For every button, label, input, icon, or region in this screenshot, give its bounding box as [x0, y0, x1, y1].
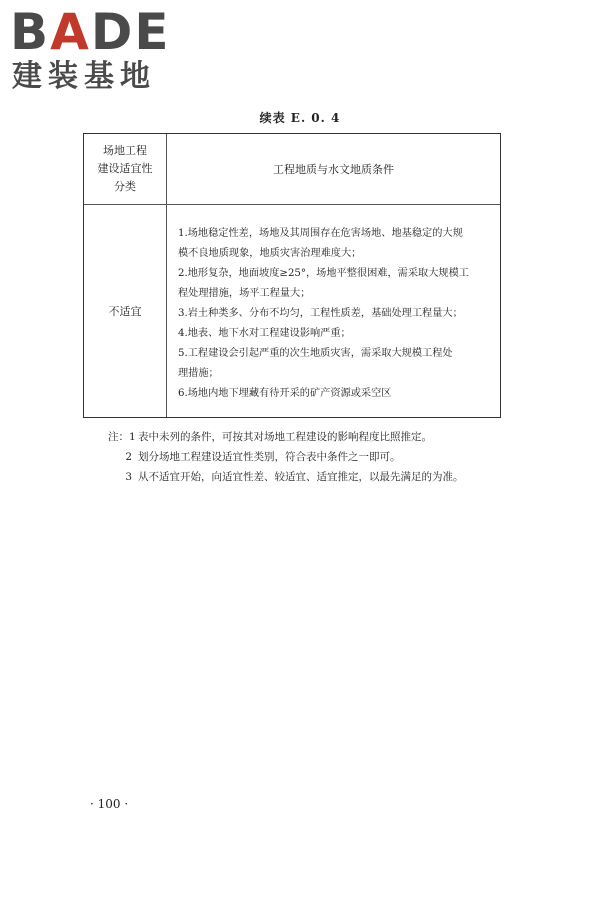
header-conditions-cell: 工程地质与水文地质条件: [273, 163, 394, 176]
header-category-line: 建设适宜性: [97, 162, 153, 175]
note-text: 划分场地工程建设适宜性类别，符合表中条件之一即可。: [138, 451, 401, 463]
condition-line: 4.地表、地下水对工程建设影响严重；: [178, 328, 351, 339]
condition-line: 程处理措施，场平工程量大；: [178, 288, 311, 299]
condition-line: 理措施；: [178, 368, 219, 379]
condition-line: 1.场地稳定性差，场地及其周围存在危害场地、地基稳定的大规: [178, 228, 463, 239]
note-number: 注：1: [108, 431, 136, 443]
header-category-line: 场地工程: [103, 144, 147, 157]
conditions-table: [83, 133, 501, 418]
bade-logo: [10, 3, 175, 96]
note-item: [108, 427, 528, 447]
note-item: [108, 447, 528, 467]
header-category-cell: [84, 134, 166, 204]
conditions-cell: [178, 224, 490, 404]
page-number: · 100 ·: [90, 797, 129, 811]
table-title: 续表 E. 0. 4: [259, 111, 341, 125]
condition-line: 6.场地内地下埋藏有待开采的矿产资源或采空区: [178, 388, 392, 399]
condition-line: 2.地形复杂，地面坡度≥25°，场地平整很困难，需采取大规模工: [178, 268, 469, 279]
logo-text: BADE: [10, 3, 171, 61]
logo-wordmark: [10, 3, 171, 61]
category-cell: 不适宜: [108, 305, 142, 318]
condition-line: 3.岩土种类多、分布不均匀，工程性质差，基础处理工程量大；: [178, 308, 463, 319]
note-number: 2: [125, 451, 132, 463]
condition-line: 模不良地质现象，地质灾害治理难度大；: [178, 248, 362, 259]
condition-line: 5.工程建设会引起严重的次生地质灾害，需采取大规模工程处: [178, 348, 453, 359]
table-notes: [108, 427, 528, 487]
logo-accent-letter: A: [50, 3, 91, 61]
note-item: [108, 467, 528, 487]
logo-subtitle: 建装基地: [12, 59, 156, 94]
note-text: 从不适宜开始，向适宜性差、较适宜、适宜推定，以最先满足的为准。: [138, 471, 464, 483]
header-category-line: 分类: [114, 180, 136, 193]
note-number: 3: [125, 471, 132, 483]
note-text: 表中未列的条件，可按其对场地工程建设的影响程度比照推定。: [138, 431, 432, 443]
